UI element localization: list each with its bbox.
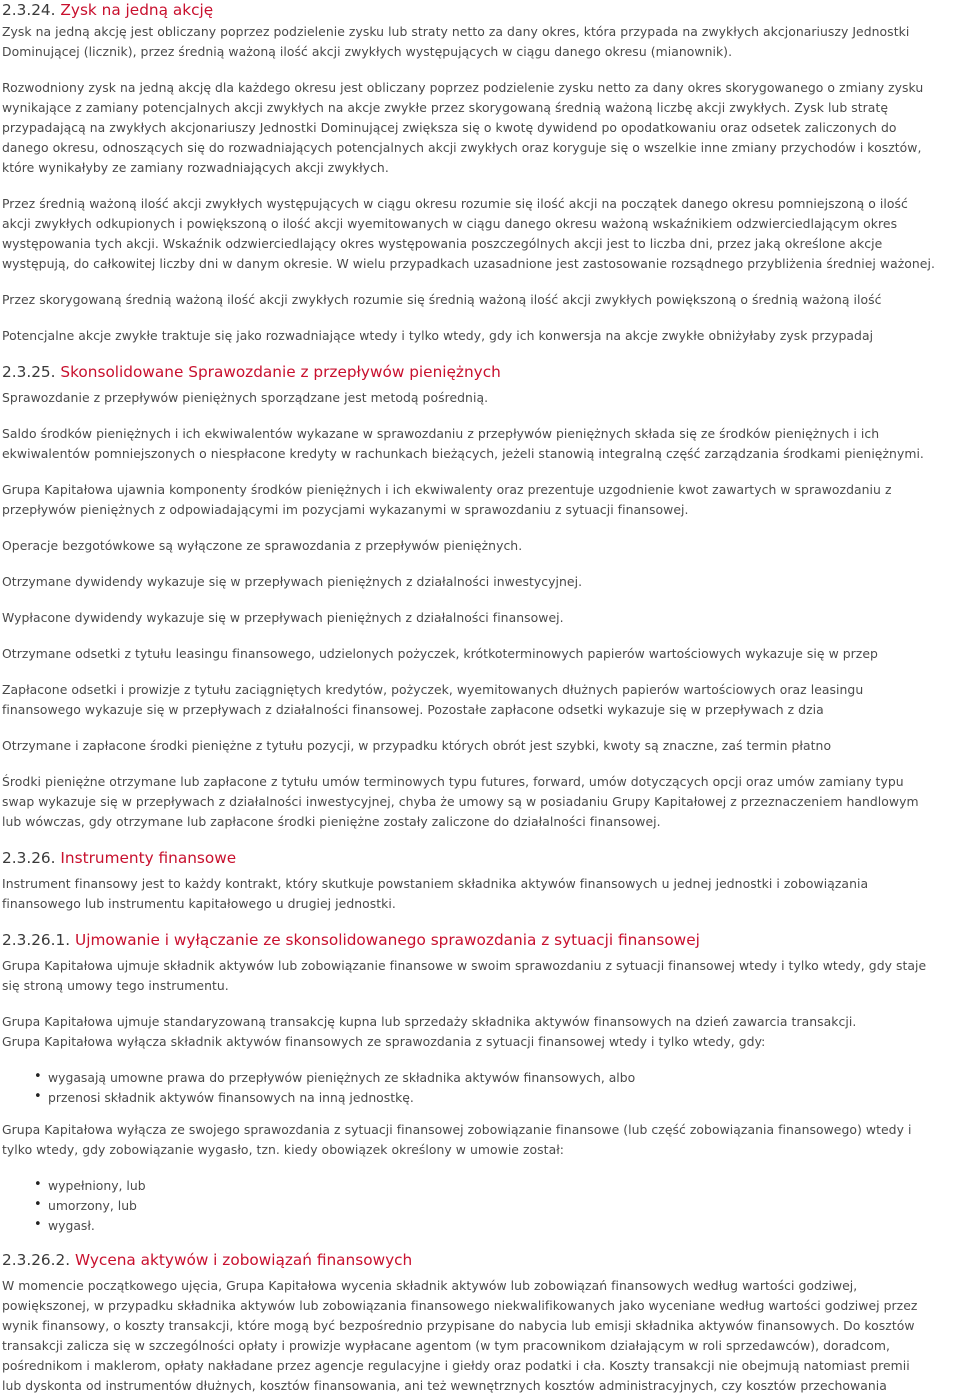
paragraph-line: Dominującej (licznik), przez średnią ważoną ilość akcji zwykłych występujących w ciągu danego okresu (mianownik). <box>2 44 733 59</box>
list-item-text: umorzony, lub <box>48 1198 137 1213</box>
paragraph-line: które wynikałyby ze zamiany rozwadniających akcji zwykłych. <box>2 160 389 175</box>
paragraph-line: Otrzymane odsetki z tytułu leasingu finansowego, udzielonych pożyczek, krótkoterminowych papierów wartościowych wykazuje się w przep <box>2 646 878 661</box>
paragraph-line: Grupa Kapitałowa ujawnia komponenty środków pieniężnych i ich ekwiwalenty oraz prezentuje uzgodnienie kwot zawartych w sprawozdaniu z <box>2 482 892 497</box>
paragraph-line: lub wówczas, gdy otrzymane lub zapłacone środki pieniężne zostały zaliczone do działalności finansowej. <box>2 814 661 829</box>
paragraph-line: ekwiwalentów pomniejszonych o niespłacone kredyty w rachunkach bieżących, jeżeli stanowią integralną część zarządzania środkami pieniężnymi. <box>2 446 924 461</box>
paragraph-line: występowania tych akcji. Wskaźnik odzwierciedlający okres występowania poszczególnych akcji jest to liczba dni, przez jaką określone akcje <box>2 236 883 251</box>
section-title: Zysk na jedną akcję <box>60 1 214 19</box>
paragraph-line: W momencie początkowego ujęcia, Grupa Kapitałowa wycenia składnik aktywów lub zobowiązań finansowych według wartości godziwej, <box>2 1278 858 1293</box>
section-title: Wycena aktywów i zobowiązań finansowych <box>75 1251 413 1269</box>
paragraph-line: występują, do całkowitej liczby dni w danym okresie. W wielu przypadkach uzasadnione jest zastosowanie rozsądnego przybliżenia średniej ważonej. <box>2 256 935 271</box>
paragraph-line: Grupa Kapitałowa ujmuje składnik aktywów lub zobowiązanie finansowe w swoim sprawozdaniu z sytuacji finansowej wtedy i tylko wtedy, gdy staje <box>2 958 927 973</box>
paragraph-line: danego okresu, odnoszących się do rozwadniających potencjalnych akcji zwykłych oraz koryguje się o wszelkie inne zmiany przychodów i kosztów, <box>2 140 922 155</box>
bullet-icon: • <box>34 1069 42 1084</box>
section-heading-2-3-26-1 <box>2 930 700 950</box>
section-number: 2.3.26.1. <box>2 931 71 949</box>
section-number: 2.3.26. <box>2 849 56 867</box>
paragraph-line: Przez skorygowaną średnią ważoną ilość akcji zwykłych rozumie się średnią ważoną ilość akcji zwykłych powiększoną o średnią ważoną ilość <box>2 292 882 307</box>
section-title: Instrumenty finansowe <box>60 849 237 867</box>
paragraph-line: pośrednikom i maklerom, opłaty nakładane przez agencje regulacyjne i giełdy oraz podatki i cła. Koszty transakcji nie obejmują natomiast premii <box>2 1358 910 1373</box>
list-item <box>34 1177 146 1194</box>
paragraph-line: Instrument finansowy jest to każdy kontrakt, który skutkuje powstaniem składnika aktywów finansowych u jednej jednostki i zobowiązania <box>2 876 869 891</box>
paragraph-line: Grupa Kapitałowa ujmuje standaryzowaną transakcję kupna lub sprzedaży składnika aktywów finansowych na dzień zawarcia transakcji. <box>2 1014 857 1029</box>
list-item-text: wypełniony, lub <box>48 1178 146 1193</box>
paragraph-line: Saldo środków pieniężnych i ich ekwiwalentów wykazane w sprawozdaniu z przepływów pieniężnych składa się ze środków pieniężnych i ich <box>2 426 880 441</box>
paragraph-line: akcji zwykłych odkupionych i powiększoną o ilość akcji wyemitowanych w ciągu danego okresu ważoną wskaźnikiem odzwierciedlającym okres <box>2 216 898 231</box>
paragraph-line: tylko wtedy, gdy zobowiązanie wygasło, tzn. kiedy obowiązek określony w umowie został: <box>2 1142 565 1157</box>
bullet-icon: • <box>34 1197 42 1212</box>
section-title: Skonsolidowane Sprawozdanie z przepływów pieniężnych <box>60 363 501 381</box>
list-item-text: przenosi składnik aktywów finansowych na inną jednostkę. <box>48 1090 414 1105</box>
paragraph-line: swap wykazuje się w przepływach z działalności inwestycyjnej, chyba że umowy są w posiadaniu Grupy Kapitałowej z przeznaczeniem handlowym <box>2 794 919 809</box>
list-item <box>34 1197 137 1214</box>
paragraph-line: Otrzymane dywidendy wykazuje się w przepływach pieniężnych z działalności inwestycyjnej. <box>2 574 583 589</box>
section-heading-2-3-26-2 <box>2 1250 412 1270</box>
paragraph-line: Operacje bezgotówkowe są wyłączone ze sprawozdania z przepływów pieniężnych. <box>2 538 523 553</box>
bullet-icon: • <box>34 1089 42 1104</box>
paragraph-line: wynik finansowy, o koszty transakcji, które mogą być bezpośrednio przypisane do nabycia lub emisji składnika aktywów finansowych. Do kosztów <box>2 1318 915 1333</box>
paragraph-line: Zapłacone odsetki i prowizje z tytułu zaciągniętych kredytów, pożyczek, wyemitowanych dłużnych papierów wartościowych oraz leasingu <box>2 682 864 697</box>
paragraph-line: finansowego wykazuje się w przepływach z działalności finansowej. Pozostałe zapłacone odsetki wykazuje się w przepływach z dzia <box>2 702 824 717</box>
section-heading-2-3-25 <box>2 362 501 382</box>
paragraph-line: Grupa Kapitałowa wyłącza składnik aktywów finansowych ze sprawozdania z sytuacji finansowej wtedy i tylko wtedy, gdy: <box>2 1034 766 1049</box>
list-item <box>34 1217 95 1234</box>
bullet-icon: • <box>34 1217 42 1232</box>
section-number: 2.3.24. <box>2 1 56 19</box>
paragraph-line: Zysk na jedną akcję jest obliczany poprzez podzielenie zysku lub straty netto za dany okres, która przypada na zwykłych akcjonariuszy Jednostki <box>2 24 910 39</box>
list-item <box>34 1089 414 1106</box>
paragraph-line: finansowego lub instrumentu kapitałowego u drugiej jednostki. <box>2 896 396 911</box>
paragraph-line: Sprawozdanie z przepływów pieniężnych sporządzane jest metodą pośrednią. <box>2 390 489 405</box>
paragraph-line: Środki pieniężne otrzymane lub zapłacone z tytułu umów terminowych typu futures, forward, umów dotyczących opcji oraz umów zamiany typu <box>2 774 904 789</box>
paragraph-line: Przez średnią ważoną ilość akcji zwykłych występujących w ciągu okresu rozumie się ilość akcji na początek danego okresu pomniejszoną o ilość <box>2 196 908 211</box>
bullet-icon: • <box>34 1177 42 1192</box>
section-heading-2-3-26 <box>2 848 236 868</box>
list-item-text: wygasł. <box>48 1218 95 1233</box>
paragraph-line: wynikające z zamiany potencjalnych akcji zwykłych na akcje zwykłe przez skorygowaną średnią ważoną liczbę akcji zwykłych. Zysk lub stratę <box>2 100 889 115</box>
paragraph-line: transakcji zalicza się w szczególności opłaty i prowizje wypłacane agentom (w tym pracownikom działającym w roli sprzedawców), doradcom, <box>2 1338 890 1353</box>
section-heading-2-3-24 <box>2 0 213 20</box>
paragraph-line: przypadającą na zwykłych akcjonariuszy Jednostki Dominującej zwiększa się o kwotę dywidend po opodatkowaniu oraz odsetek zaliczonych do <box>2 120 897 135</box>
section-number: 2.3.26.2. <box>2 1251 71 1269</box>
paragraph-line: Otrzymane i zapłacone środki pieniężne z tytułu pozycji, w przypadku których obrót jest szybki, kwoty są znaczne, zaś termin płatno <box>2 738 832 753</box>
paragraph-line: lub dyskonta od instrumentów dłużnych, kosztów finansowania, ani też wewnętrznych kosztów administracyjnych, czy kosztów przechowania <box>2 1378 887 1393</box>
paragraph-line: Potencjalne akcje zwykłe traktuje się jako rozwadniające wtedy i tylko wtedy, gdy ich konwersja na akcje zwykłe obniżyłaby zysk przypadaj <box>2 328 874 343</box>
section-number: 2.3.25. <box>2 363 56 381</box>
list-item <box>34 1069 636 1086</box>
paragraph-line: Rozwodniony zysk na jedną akcję dla każdego okresu jest obliczany poprzez podzielenie zysku netto za dany okres skorygowanego o zmiany zysku <box>2 80 924 95</box>
paragraph-line: powiększonej, w przypadku składnika aktywów lub zobowiązania finansowego niekwalifikowanych jako wyceniane według wartości godziwej przez <box>2 1298 918 1313</box>
section-title: Ujmowanie i wyłączanie ze skonsolidowanego sprawozdania z sytuacji finansowej <box>75 931 700 949</box>
list-item-text: wygasają umowne prawa do przepływów pieniężnych ze składnika aktywów finansowych, albo <box>48 1070 636 1085</box>
paragraph-line: Grupa Kapitałowa wyłącza ze swojego sprawozdania z sytuacji finansowej zobowiązanie finansowe (lub część zobowiązania finansowego) wtedy i <box>2 1122 912 1137</box>
paragraph-line: się stroną umowy tego instrumentu. <box>2 978 229 993</box>
paragraph-line: Wypłacone dywidendy wykazuje się w przepływach pieniężnych z działalności finansowej. <box>2 610 564 625</box>
paragraph-line: przepływów pieniężnych z odpowiadającymi im pozycjami wykazanymi w sprawozdaniu z sytuacji finansowej. <box>2 502 689 517</box>
